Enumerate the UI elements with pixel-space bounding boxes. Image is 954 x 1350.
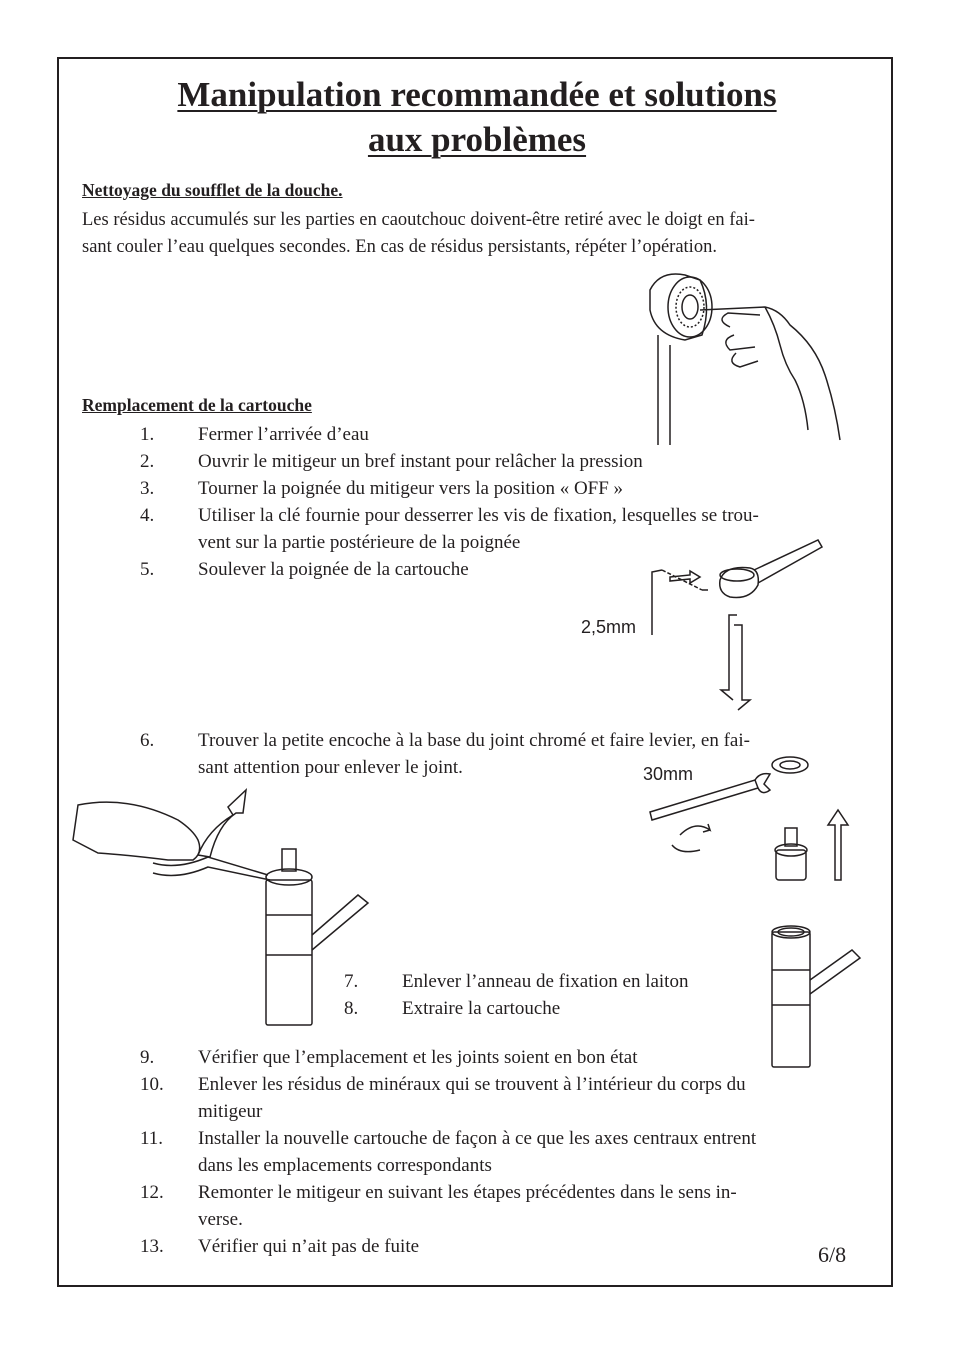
step-number: 12. <box>140 1182 164 1203</box>
cleaning-paragraph-line-1: Les résidus accumulés sur les parties en caoutchouc doivent-être retiré avec le doigt en fai- <box>82 210 755 230</box>
step-text: Tourner la poignée du mitigeur vers la position « OFF » <box>198 478 624 499</box>
step-text: Utiliser la clé fournie pour desserrer les vis de fixation, lesquelles se trou- <box>198 505 759 526</box>
step-text: Enlever l’anneau de fixation en laiton <box>402 971 689 992</box>
step-number: 10. <box>140 1074 164 1095</box>
step-number: 8. <box>344 998 359 1019</box>
page-title <box>0 72 954 162</box>
step-number: 13. <box>140 1236 164 1257</box>
step-number: 6. <box>140 730 155 751</box>
step-text: Ouvrir le mitigeur un bref instant pour relâcher la pression <box>198 451 643 472</box>
page-number: 6/8 <box>818 1242 847 1267</box>
step-number: 2. <box>140 451 155 472</box>
handle-removal-illustration <box>640 535 830 705</box>
step-text: dans les emplacements correspondants <box>198 1155 492 1176</box>
cartridge-extraction-illustration <box>640 750 870 900</box>
shower-head-cleaning-illustration <box>630 265 870 450</box>
title-line-1: Manipulation recommandée et solutions <box>177 75 777 114</box>
step-text: Fermer l’arrivée d’eau <box>198 424 369 445</box>
step-number: 9. <box>140 1047 155 1068</box>
step-number: 4. <box>140 505 155 526</box>
step-number: 5. <box>140 559 155 580</box>
wrench-size-label: 30mm <box>643 764 694 784</box>
title-line-2: aux problèmes <box>367 120 587 159</box>
step-text: Soulever la poignée de la cartouche <box>198 559 469 580</box>
step-number: 1. <box>140 424 155 445</box>
step-text: sant attention pour enlever le joint. <box>198 757 463 778</box>
step-text: Vérifier qui n’ait pas de fuite <box>198 1236 420 1257</box>
step-text: Remonter le mitigeur en suivant les étapes précédentes dans le sens in- <box>198 1182 737 1203</box>
step-number: 3. <box>140 478 155 499</box>
step-text: Trouver la petite encoche à la base du joint chromé et faire levier, en fai- <box>198 730 750 751</box>
step-text: Installer la nouvelle cartouche de façon à ce que les axes centraux entrent <box>198 1128 757 1149</box>
step-text: Vérifier que l’emplacement et les joints soient en bon état <box>198 1047 638 1068</box>
step-text: Enlever les résidus de minéraux qui se trouvent à l’intérieur du corps du <box>198 1074 746 1095</box>
step-number: 7. <box>344 971 359 992</box>
mixer-body-illustration <box>760 920 870 1070</box>
screwdriver-prying-illustration <box>68 785 388 1035</box>
step-number: 11. <box>140 1128 164 1149</box>
step-text: Extraire la cartouche <box>402 998 561 1019</box>
step-text: vent sur la partie postérieure de la poignée <box>198 532 521 553</box>
allen-key-size-label: 2,5mm <box>581 617 637 637</box>
step-text: verse. <box>198 1209 243 1230</box>
section-heading-cartridge: Remplacement de la cartouche <box>82 395 312 415</box>
section-heading-cleaning: Nettoyage du soufflet de la douche. <box>82 180 343 200</box>
cleaning-paragraph-line-2: sant couler l’eau quelques secondes. En cas de résidus persistants, répéter l’opération. <box>82 237 717 257</box>
step-text: mitigeur <box>198 1101 263 1122</box>
